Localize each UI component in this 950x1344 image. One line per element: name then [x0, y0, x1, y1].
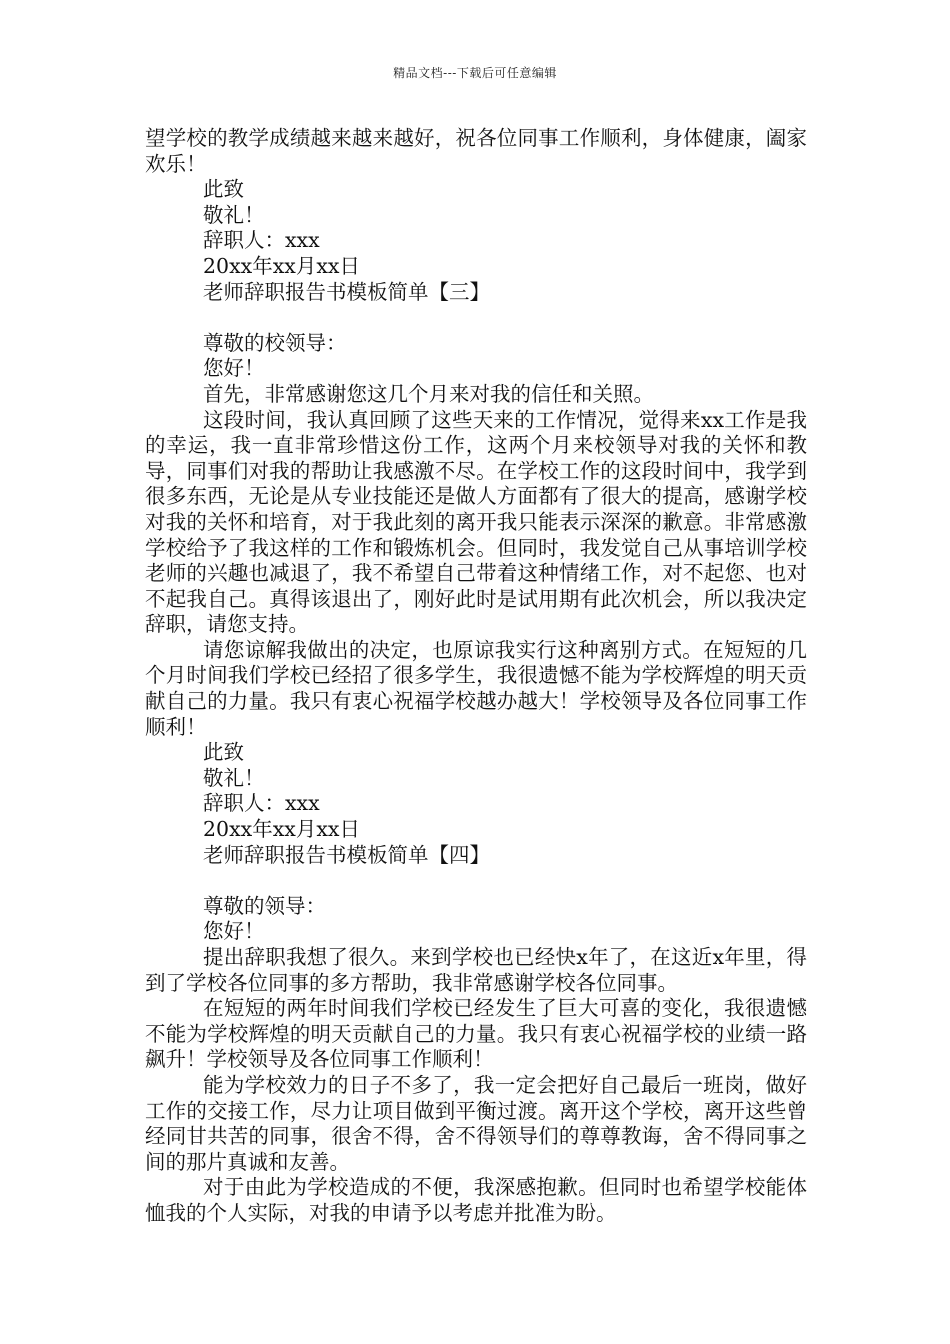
section-4-paragraph-2: 在短短的两年时间我们学校已经发生了巨大可喜的变化，我很遗憾不能为学校辉煌的明天贡献自己的力量。我只有衷心祝福学校的业绩一路飙升！学校领导及各位同事工作顺利！ — [145, 996, 807, 1072]
section-4-salutation: 尊敬的领导： — [203, 893, 326, 918]
blank-line — [145, 868, 807, 894]
date-line: 20xx年xx月xx日 — [203, 253, 360, 278]
regards-line-1: 此致 — [203, 740, 244, 765]
section-4-paragraph-3: 能为学校效力的日子不多了，我一定会把好自己最后一班岗，做好工作的交接工作，尽力让项目做到平衡过渡。离开这个学校，离开这些曾经同甘共苦的同事，很舍不得，舍不得领导们的尊尊教诲，舍不得同事之间的那片真诚和友善。 — [145, 1072, 807, 1174]
regards-line-2: 敬礼！ — [203, 202, 265, 227]
section-4-greeting: 您好！ — [203, 919, 265, 944]
regards-line-1: 此致 — [203, 177, 244, 202]
section-3-paragraph-1: 首先，非常感谢您这几个月来对我的信任和关照。 — [203, 381, 654, 406]
section-4-paragraph-1: 提出辞职我想了很久。来到学校也已经快x年了，在这近x年里，得到了学校各位同事的多方帮助，我非常感谢学校各位同事。 — [145, 945, 807, 995]
date-line: 20xx年xx月xx日 — [203, 817, 360, 842]
section-3-salutation: 尊敬的校领导： — [203, 330, 347, 355]
closing-paragraph: 望学校的教学成绩越来越来越好，祝各位同事工作顺利，身体健康，阖家欢乐！ — [145, 126, 807, 176]
section-4-paragraph-4: 对于由此为学校造成的不便，我深感抱歉。但同时也希望学校能体恤我的个人实际，对我的申请予以考虑并批准为盼。 — [145, 1175, 807, 1225]
document-body — [145, 126, 807, 1227]
section-3-paragraph-2: 这段时间，我认真回顾了这些天来的工作情况，觉得来xx工作是我的幸运，我一直非常珍惜这份工作，这两个月来校领导对我的关怀和教导，同事们对我的帮助让我感激不尽。在学校工作的这段时间中，我学到很多东西，无论是从专业技能还是做人方面都有了很大的提高，感谢学校对我的关怀和培育，对于我此刻的离开我只能表示深深的歉意。非常感激学校给予了我这样的工作和锻炼机会。但同时，我发觉自己从事培训学校老师的兴趣也减退了，我不希望自己带着这种情绪工作，对不起您、也对不起我自己。真得该退出了，刚好此时是试用期有此次机会，所以我决定辞职，请您支持。 — [145, 407, 807, 637]
section-3-title: 老师辞职报告书模板简单【三】 — [203, 279, 490, 304]
section-4-title: 老师辞职报告书模板简单【四】 — [203, 842, 490, 867]
section-3-greeting: 您好！ — [203, 356, 265, 381]
signer-line: 辞职人：xxx — [203, 791, 320, 816]
section-3-paragraph-3: 请您谅解我做出的决定，也原谅我实行这种离别方式。在短短的几个月时间我们学校已经招了很多学生，我很遗憾不能为学校辉煌的明天贡献自己的力量。我只有衷心祝福学校越办越大！学校领导及各位同事工作顺利！ — [145, 637, 807, 739]
blank-line — [145, 305, 807, 331]
page-header: 精品文档---下载后可任意编辑 — [393, 66, 557, 80]
signer-line: 辞职人：xxx — [203, 228, 320, 253]
regards-line-2: 敬礼！ — [203, 765, 265, 790]
